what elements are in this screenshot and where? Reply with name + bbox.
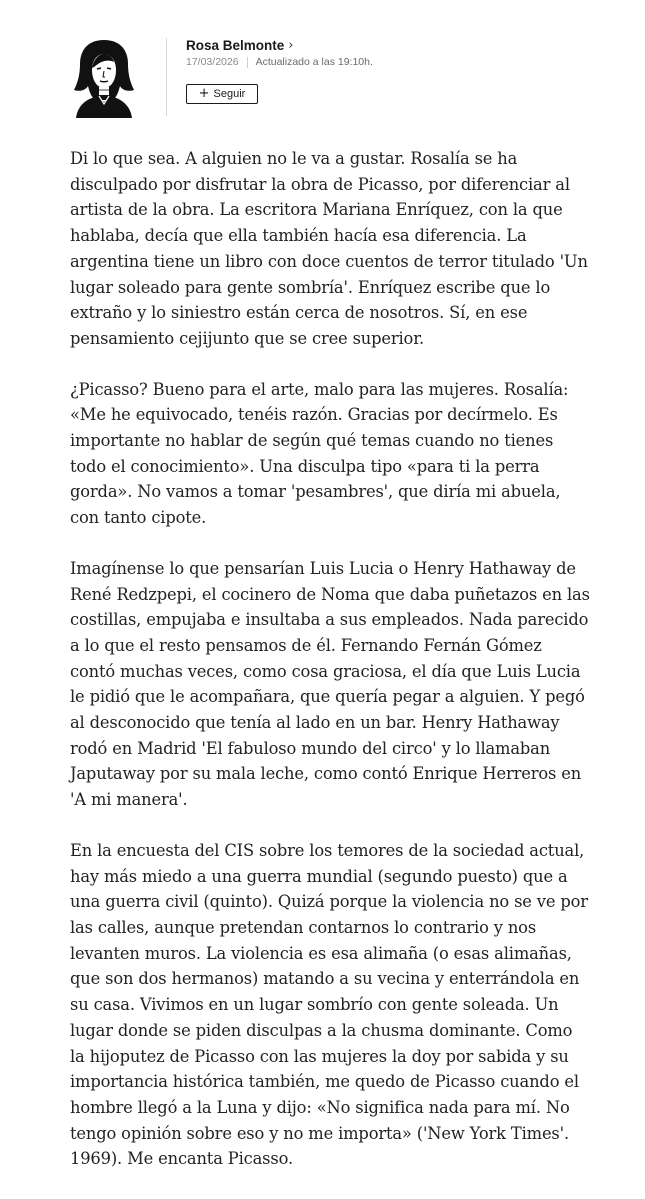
plus-icon: + bbox=[198, 86, 210, 101]
updated-time: Actualizado a las 19:10h. bbox=[255, 56, 373, 68]
article-paragraph: Di lo que sea. A alguien no le va a gustar. Rosalía se ha disculpado por disfrutar la obra de Picasso, por diferenciar al artista de la obra. La escritora Mariana Enríquez, con la que hablaba, decía que ella también hacía esa diferencia. La argentina tiene un libro con doce cuentos de terror titulado 'Un lugar soleado para gente sombría'. Enríquez escribe que lo extraño y lo siniestro están cerca de nosotros. Sí, en ese pensamiento cejijunto que se cree superior. bbox=[70, 149, 588, 348]
author-byline bbox=[62, 34, 582, 124]
article-paragraph: En la encuesta del CIS sobre los temores de la sociedad actual, hay más miedo a una guerra mundial (segundo puesto) que a una guerra civil (quinto). Quizá porque la violencia no se ve por las calles, aunque pretendan contarnos lo contrario y nos levanten muros. La violencia es esa alimaña (o esas alimañas, que son dos hermanos) matando a su vecina y enterrándola en su casa. Vivimos en un lugar sombrío con gente soleada. Un lugar donde se piden disculpas a la chusma dominante. Como la hijoputez de Picasso con las mujeres la doy por sabida y su importancia histórica también, me quedo de Picasso cuando el hombre llegó a la Luna y dijo: «No significa nada para mí. No tengo opinión sobre eso y no me importa» ('New York Times'. 1969). Me encanta Picasso. bbox=[70, 840, 588, 1169]
date-separator bbox=[247, 57, 248, 68]
article-dates bbox=[186, 56, 373, 68]
article-paragraph: Imagínense lo que pensarían Luis Lucia o Henry Hathaway de René Redzpepi, el cocinero de Noma que daba puñetazos en las costillas, empujaba e insultaba a sus empleados. Nada parecido a lo que el resto pensamos de él. Fernando Fernán Gómez contó muchas veces, como cosa graciosa, el día que Luis Lucia le pidió que le acompañara, que quería pegar a alguien. Y pegó al desconocido que tenía al lado en un bar. Henry Hathaway rodó en Madrid 'El fabuloso mundo del circo' y lo llamaban Japutaway por su mala leche, como contó Enrique Herreros en 'A mi manera'. bbox=[70, 558, 590, 810]
chevron-right-icon: › bbox=[288, 38, 294, 53]
author-info bbox=[186, 38, 373, 104]
author-portrait-illustration[interactable] bbox=[70, 38, 138, 118]
published-date: 17/03/2026 bbox=[186, 56, 239, 68]
author-name[interactable]: Rosa Belmonte bbox=[186, 38, 285, 53]
author-profile-link[interactable] bbox=[186, 38, 373, 53]
article-body bbox=[70, 146, 590, 1197]
follow-button[interactable] bbox=[186, 84, 258, 104]
article-paragraph: ¿Picasso? Bueno para el arte, malo para las mujeres. Rosalía: «Me he equivocado, tenéis razón. Gracias por decírmelo. Es importante no hablar de según qué temas cuando no tienes todo el conocimiento». Una disculpa tipo «para ti la perra gorda». No vamos a tomar 'pesambres', que diría mi abuela, con tanto cipote. bbox=[70, 379, 569, 528]
follow-label: Seguir bbox=[213, 88, 246, 100]
byline-divider bbox=[166, 38, 167, 116]
